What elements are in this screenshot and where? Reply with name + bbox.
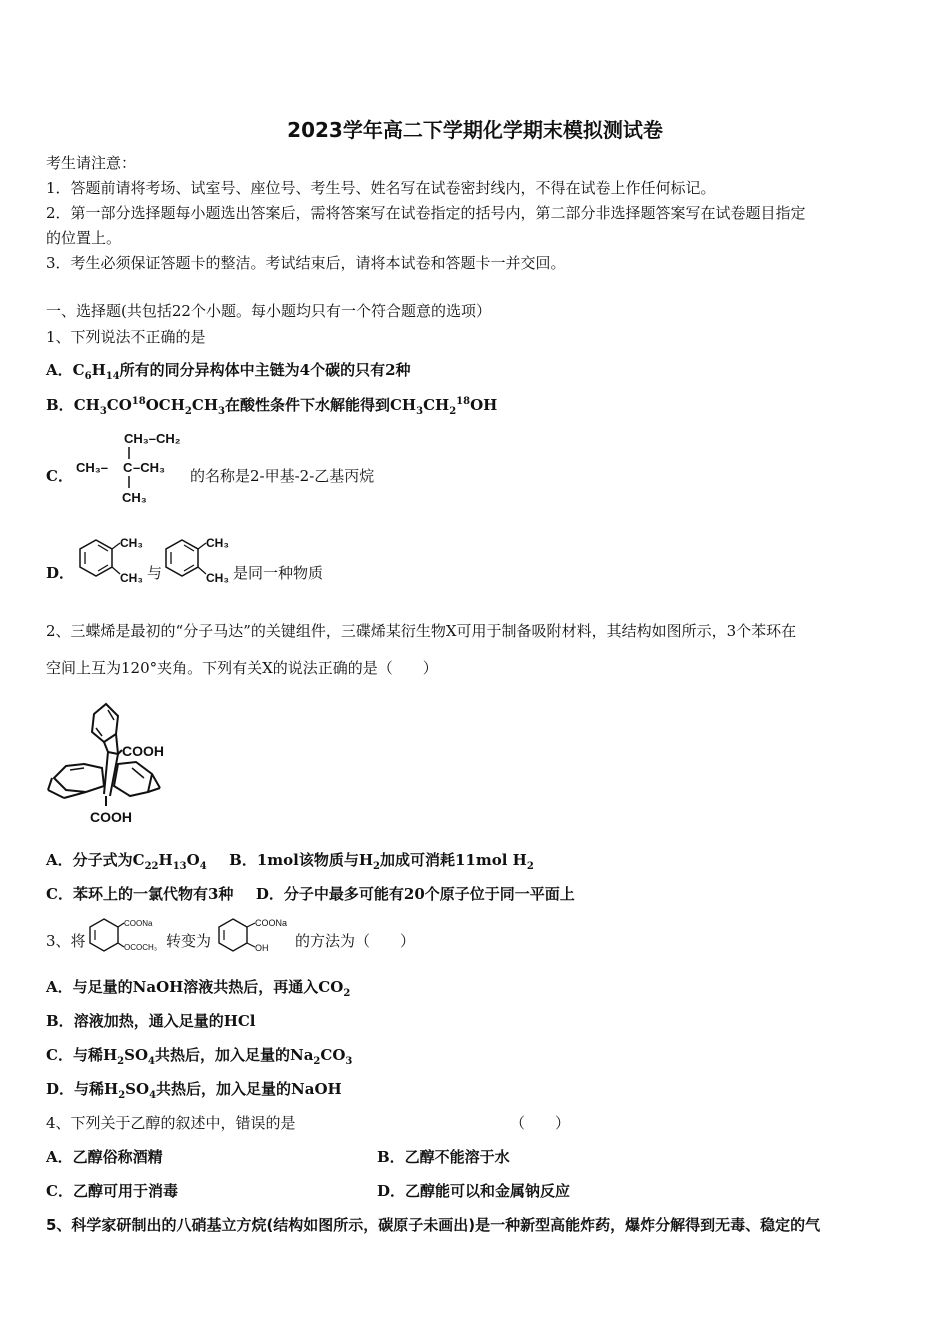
question-5-stem: 5、科学家研制出的八硝基立方烷(结构如图所示，碳原子未画出)是一种新型高能炸药，爆炸分解得到无毒、稳定的气 [46, 1216, 821, 1234]
q3-mid: 转变为 [166, 932, 212, 950]
q3-option-d: D．与稀$H_2SO_4$共热后，加入足量的NaOH [46, 1080, 342, 1101]
q4-option-b: B．乙醇不能溶于水 [377, 1148, 510, 1166]
structure-bottom-group: CH₃ [122, 490, 147, 505]
q1-d-structure-1 [74, 534, 148, 590]
q1-option-d-text: 是同一种物质 [233, 564, 324, 582]
q1-option-b: B．$CH_3CO^{18}OCH_2CH_3$在酸性条件下水解能得到$CH_3CH_2^{18}OH$ [46, 396, 498, 417]
page-title: 2023学年高二下学期化学期末模拟测试卷 [287, 118, 663, 142]
structure-left-group: CH₃– [76, 460, 109, 475]
q1-option-a: A．$C_6H_{14}$所有的同分异构体中主链为4个碳的只有2种 [46, 361, 411, 382]
q4-option-c: C．乙醇可用于消毒 [46, 1182, 178, 1200]
question-4-stem: 4、下列关于乙醇的叙述中，错误的是 [46, 1114, 296, 1132]
q3-post: 的方法为（ ） [295, 932, 416, 950]
q1-option-d-mid: 与 [147, 564, 163, 582]
q3-product-structure [215, 915, 297, 963]
section-heading: 一、选择题(共包括22个小题。每小题均只有一个符合题意的选项） [46, 302, 491, 320]
notice-item: 2．第一部分选择题每小题选出答案后，需将答案写在试卷指定的括号内，第二部分非选择题答案写在试卷题目指定 [46, 204, 806, 222]
question-2-line-1: 2、三蝶烯是最初的“分子马达”的关键组件，三碟烯某衍生物X可用于制备吸附材料，其结构如图所示，3个苯环在 [46, 622, 797, 640]
notice-heading: 考生请注意： [46, 154, 137, 172]
q3-option-c: C．与稀$H_2SO_4$共热后，加入足量的$Na_2CO_3$ [46, 1046, 353, 1067]
group-label: COONa [124, 919, 153, 928]
cooh-top-label: COOH [122, 743, 164, 759]
methyl-label: CH₃ [120, 571, 143, 585]
notice-item: 1．答题前请将考场、试室号、座位号、考生号、姓名写在试卷密封线内，不得在试卷上作任何标记。 [46, 179, 716, 197]
notice-item: 的位置上。 [46, 229, 122, 247]
q1-c-structure [76, 428, 188, 512]
structure-right-group: –CH₃ [133, 460, 166, 475]
group-label: OCOCH₃ [124, 943, 158, 952]
group-label: COONa [255, 918, 288, 928]
q1-option-d-label: D． [46, 564, 75, 582]
methyl-label: CH₃ [120, 536, 143, 550]
q2-options-row-2: C．苯环上的一氯代物有3种 D．分子中最多可能有20个原子位于同一平面上 [46, 885, 575, 903]
structure-center-atom: C [123, 460, 133, 475]
q4-answer-paren: （ ） [510, 1114, 571, 1132]
methyl-label: CH₃ [206, 536, 229, 550]
q1-option-c-text: 的名称是2-甲基-2-乙基丙烷 [190, 467, 375, 485]
q3-pre: 3、将 [46, 932, 86, 950]
q4-option-d: D．乙醇能可以和金属钠反应 [377, 1182, 571, 1200]
q2-triptycene-structure [44, 698, 184, 832]
q1-option-c-label: C． [46, 467, 73, 485]
question-1-stem: 1、下列说法不正确的是 [46, 328, 206, 346]
question-2-line-2: 空间上互为120°夹角。下列有关X的说法正确的是（ ） [46, 659, 438, 677]
q4-option-a: A．乙醇俗称酒精 [46, 1148, 163, 1166]
q1-d-structure-2 [160, 534, 234, 590]
q3-reactant-structure [86, 915, 168, 963]
cooh-bottom-label: COOH [90, 809, 132, 825]
group-label: OH [255, 943, 269, 953]
q3-option-a: A．与足量的NaOH溶液共热后，再通入$CO_2$ [46, 978, 351, 999]
q3-option-b: B．溶液加热，通入足量的HCl [46, 1012, 256, 1030]
notice-item: 3．考生必须保证答题卡的整洁。考试结束后，请将本试卷和答题卡一并交回。 [46, 254, 566, 272]
q2-options-row-1: A．分子式为$C_{22}H_{13}O_4$ B．1mol该物质与$H_2$加成可消耗11mol $H_2$ [46, 851, 534, 872]
methyl-label: CH₃ [206, 571, 229, 585]
structure-top-group: CH₃–CH₂ [124, 431, 181, 446]
